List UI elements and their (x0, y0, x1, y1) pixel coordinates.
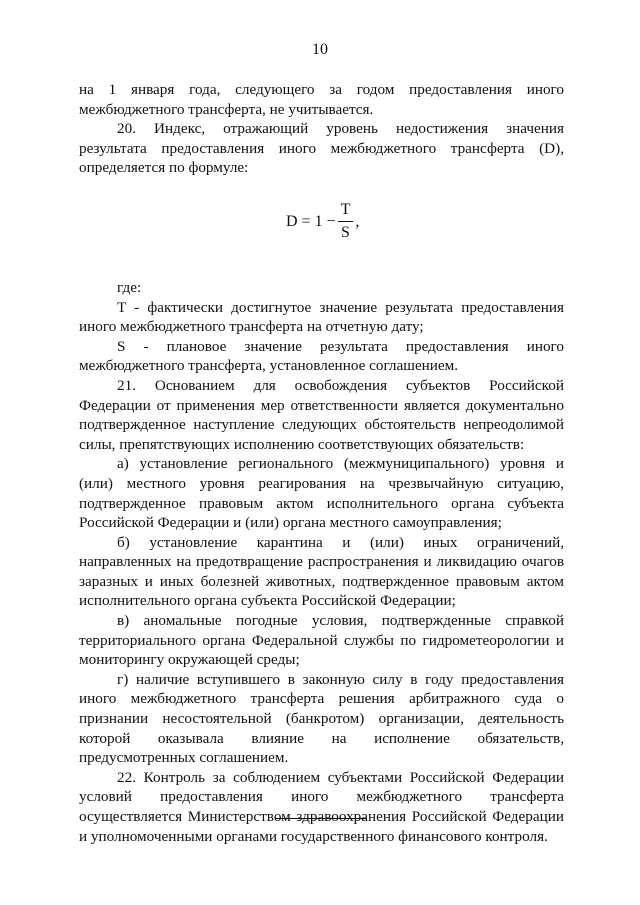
paragraph-continuation: на 1 января года, следующего за годом предоставления иного межбюджетного трансферта, не учитывается. (79, 81, 564, 118)
paragraph-21-b: б) установление карантина и (или) иных ограничений, направленных на предотвращение распространения и ликвидацию очагов заразных и иных болезней животных, подтвержденное правовым актом исполнительного органа субъекта Российской Федерации; (79, 533, 564, 610)
paragraph-22: 22. Контроль за соблюдением субъектами Российской Федерации условий предоставления иного межбюджетного трансферта осуществляется Министерством здравоохранения Российской Федерации и уполномоченными органами государственного финансового контроля. (79, 768, 564, 845)
paragraph-21-g: г) наличие вступившего в законную силу в году предоставления иного межбюджетного трансферта решения арбитражного суда о признании несостоятельной (банкротом) организации, деятельность которой оказывала влияние на исполнение обязательств, предусмотренных соглашением. (79, 670, 564, 767)
paragraph-21-v: в) аномальные погодные условия, подтвержденные справкой территориального органа Федеральной службы по гидрометеорологии и мониторингу окружающей среды; (79, 612, 564, 669)
footer-divider (275, 818, 366, 819)
paragraph-20: 20. Индекс, отражающий уровень недостижения значения результата предоставления иного межбюджетного трансферта (D), определяется по формуле: (79, 120, 564, 177)
document-body (79, 80, 564, 846)
formula-lhs: D = 1 − (286, 212, 336, 230)
paragraph-21-a: а) установление регионального (межмуниципального) уровня и (или) местного уровня реагирования на чрезвычайную ситуацию, подтвержденное правовым актом исполнительного органа субъекта Российской Федерации и (или) органа местного самоуправления; (79, 455, 564, 532)
formula-numerator: T (338, 200, 354, 222)
page-number: 10 (312, 41, 328, 58)
formula (79, 192, 564, 264)
paragraph-s-definition: S - плановое значение результата предоставления иного межбюджетного трансферта, установленное соглашением. (79, 337, 564, 375)
formula-denominator: S (341, 223, 350, 241)
paragraph-t-definition: T - фактически достигнутое значение результата предоставления иного межбюджетного трансферта на отчетную дату; (79, 298, 564, 336)
formula-fraction (338, 200, 354, 243)
paragraph-where: где: (117, 278, 142, 296)
paragraph-21: 21. Основанием для освобождения субъектов Российской Федерации от применения мер ответственности является документально подтвержденное наступление следующих обстоятельств непреодолимой силы, препятствующих исполнению соответствующих обязательств: (79, 376, 564, 453)
formula-trailing: , (355, 212, 360, 230)
